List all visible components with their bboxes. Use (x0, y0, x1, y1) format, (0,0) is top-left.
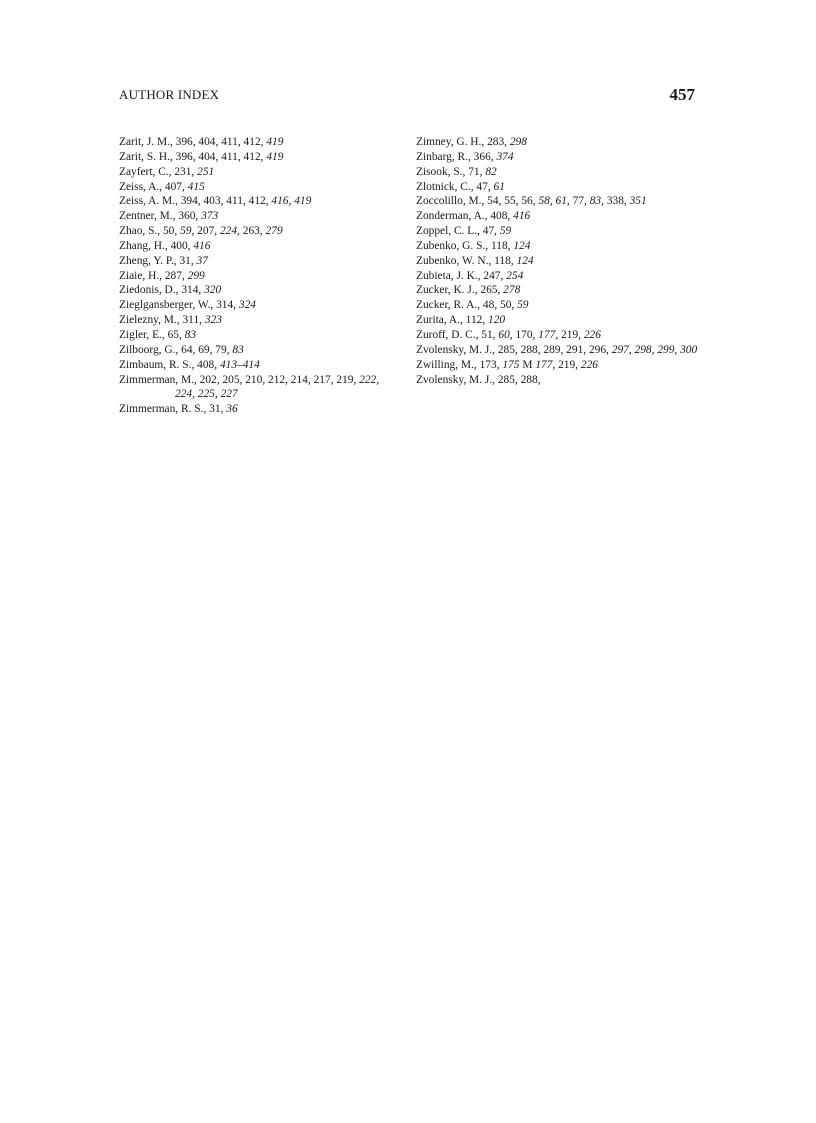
index-entry (119, 283, 399, 298)
page-ref-italic: 58, 61, (538, 195, 570, 208)
page-ref-italic: 415 (187, 180, 205, 193)
entry-text: Zisook, S., 71, (416, 165, 486, 178)
entry-text: Zigler, E., 65, (119, 328, 185, 341)
page-ref-italic: 297, 298, 299, 300 (611, 343, 698, 356)
entry-text: Zentner, M., 360, (119, 210, 202, 223)
entry-text: Zuroff, D. C., 51, (416, 328, 499, 341)
page-ref-italic: 36 (226, 403, 238, 416)
entry-text: Zhao, S., 50, (119, 225, 181, 238)
page-ref-italic: 419 (266, 150, 284, 163)
entry-text: Zvolensky, M. J., 285, 288, 289, 291, 296, (416, 343, 612, 356)
page-ref-italic: 177, (535, 358, 556, 371)
index-entry (416, 165, 706, 180)
index-entry (119, 298, 399, 313)
entry-text: 338, (603, 195, 630, 208)
page-ref-italic: 83, (589, 195, 604, 208)
index-entry (416, 224, 706, 239)
page-header (119, 87, 695, 107)
index-entry (119, 402, 399, 417)
index-entry (416, 209, 706, 224)
index-entry (119, 358, 399, 373)
page-ref-italic: 124 (513, 239, 531, 252)
page-ref-italic: 324 (238, 299, 256, 312)
page-ref-italic: 374 (496, 150, 514, 163)
index-entry (416, 373, 706, 388)
page-ref-italic: 416 (193, 239, 211, 252)
page-ref-italic: 61 (493, 180, 505, 193)
index-entry (416, 194, 706, 209)
page-ref-italic: 60, (498, 328, 513, 341)
entry-text: 207, (194, 225, 220, 238)
entry-text: M (519, 358, 536, 371)
entry-text: Zeiss, A., 407, (119, 180, 188, 193)
index-entry (416, 239, 706, 254)
entry-text: Zimbaum, R. S., 408, (119, 358, 220, 371)
entry-text: Zoccolillo, M., 54, 55, 56, (416, 195, 539, 208)
page-ref-italic: 83 (184, 328, 197, 341)
entry-text: 263, (239, 225, 266, 238)
page-ref-italic: 226 (580, 358, 598, 371)
index-entry (119, 180, 399, 195)
page-ref-italic: 320 (204, 284, 222, 297)
index-entry (416, 328, 706, 343)
index-entry (416, 343, 706, 358)
page-ref-italic: 298 (509, 136, 527, 148)
entry-text: Ziaie, H., 287, (119, 269, 188, 282)
entry-text: Ziedonis, D., 314, (119, 284, 205, 297)
index-entry (119, 313, 399, 328)
index-entry (416, 313, 706, 328)
page-ref-italic: 224, (219, 225, 240, 238)
index-column-left (119, 135, 399, 417)
entry-text: Zucker, R. A., 48, 50, (416, 299, 518, 312)
index-entry (416, 358, 706, 373)
running-head: AUTHOR INDEX (119, 87, 220, 102)
index-entry (119, 135, 399, 150)
entry-text: Zimmerman, R. S., 31, (119, 403, 227, 416)
page-ref-italic: 299 (187, 269, 205, 282)
index-entry (416, 254, 706, 269)
entry-text: Zeiss, A. M., 394, 403, 411, 412, (119, 195, 272, 208)
page-ref-italic: 59 (517, 299, 529, 312)
index-entry (416, 269, 706, 284)
entry-text: Zayfert, C., 231, (119, 165, 198, 178)
index-entry (119, 343, 399, 358)
page-ref-italic: 413–414 (219, 358, 260, 371)
entry-text: Zubenko, G. S., 118, (416, 239, 514, 252)
entry-text: Zimmerman, M., 202, 205, 210, 212, 214, 217, 219, (119, 373, 360, 386)
page-ref-italic: 82 (485, 165, 497, 178)
entry-text: Zinbarg, R., 366, (416, 150, 497, 163)
entry-text: Zvolensky, M. J., 285, 288, (416, 373, 541, 386)
entry-text: Zarit, J. M., 396, 404, 411, 412, (119, 136, 267, 148)
entry-text: Zoppel, C. L., 47, (416, 225, 500, 238)
page-ref-italic: 323 (204, 314, 222, 327)
page-ref-italic: 59 (499, 225, 512, 238)
page-ref-italic: 37 (196, 254, 208, 267)
entry-text: Zubieta, J. K., 247, (416, 269, 507, 282)
index-entry (119, 150, 399, 165)
page-ref-italic: 59, (180, 225, 195, 238)
entry-text: Zhang, H., 400, (119, 239, 194, 252)
entry-text: Zucker, K. J., 265, (416, 284, 504, 297)
entry-text: Zonderman, A., 408, (416, 210, 514, 223)
page-ref-italic: 351 (629, 195, 647, 208)
index-entry (119, 165, 399, 180)
entry-text: Zubenko, W. N., 118, (416, 254, 517, 267)
page-ref-italic: 120 (488, 314, 506, 327)
index-entry (119, 328, 399, 343)
entry-text: Zwilling, M., 173, (416, 358, 503, 371)
index-entry (119, 239, 399, 254)
index-entry (416, 283, 706, 298)
entry-text: 170, (512, 328, 539, 341)
index-entry (119, 269, 399, 284)
entry-text: Zieglgansberger, W., 314, (119, 299, 239, 312)
page-ref-italic: 278 (503, 284, 521, 297)
index-entry (416, 298, 706, 313)
page-ref-italic: 177, (538, 328, 559, 341)
index-column-right (416, 135, 706, 387)
index-entry (119, 209, 399, 224)
page-ref-italic: 226 (583, 328, 601, 341)
page-ref-italic: 416, 419 (271, 195, 312, 208)
entry-text: 77, (569, 195, 590, 208)
page-ref-italic: 83 (232, 343, 244, 356)
page-ref-italic: 124 (516, 254, 534, 267)
page-ref-italic: 279 (265, 225, 283, 238)
index-entry (119, 373, 399, 403)
page-ref-italic: 419 (266, 136, 284, 148)
page-ref-italic: 222, 224, 225, 227 (175, 373, 380, 401)
entry-text: 219, (555, 358, 581, 371)
index-entry (119, 254, 399, 269)
index-entry (119, 194, 399, 209)
page-ref-italic: 251 (197, 165, 215, 178)
page-ref-italic: 416 (513, 210, 531, 223)
entry-text: Zheng, Y. P., 31, (119, 254, 197, 267)
page-ref-italic: 373 (201, 210, 219, 223)
entry-text: Zilboorg, G., 64, 69, 79, (119, 343, 233, 356)
index-entry (416, 135, 706, 150)
entry-text: Zarit, S. H., 396, 404, 411, 412, (119, 150, 267, 163)
entry-text: Zlotnick, C., 47, (416, 180, 494, 193)
entry-text: Zielezny, M., 311, (119, 314, 205, 327)
index-entry (416, 180, 706, 195)
page-ref-italic: 175 (502, 358, 520, 371)
page-ref-italic: 254 (506, 269, 524, 282)
entry-text: 219, (558, 328, 584, 341)
page-number: 457 (669, 85, 695, 104)
index-entry (416, 150, 706, 165)
entry-text: Zimney, G. H., 283, (416, 136, 510, 148)
entry-text: Zurita, A., 112, (416, 314, 489, 327)
index-entry (119, 224, 399, 239)
